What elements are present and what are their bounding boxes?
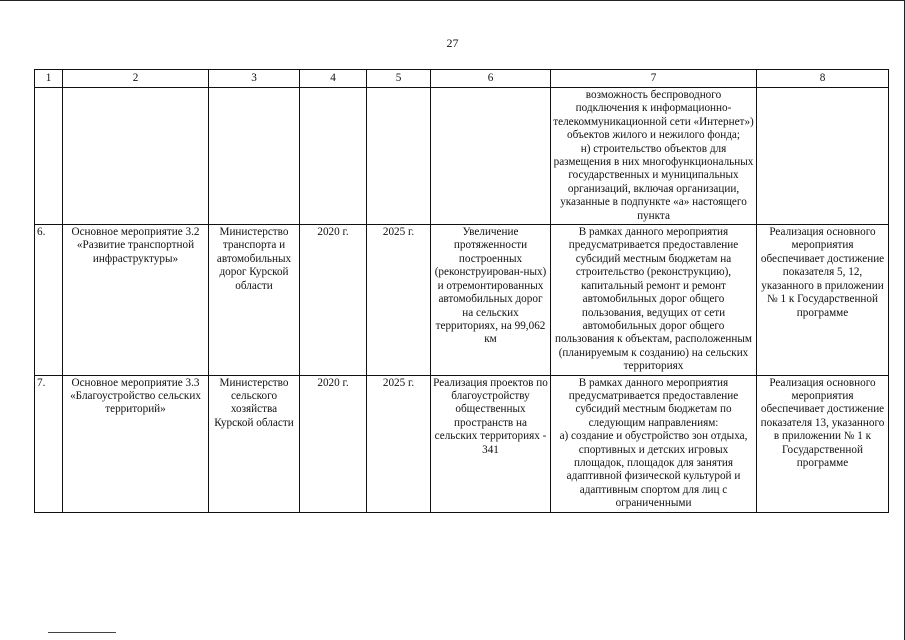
- end-year: 2025 г.: [367, 375, 431, 512]
- start-year: 2020 г.: [300, 225, 367, 375]
- measure-content: В рамках данного мероприятия предусматривается предоставление субсидий местным бюджетам на строительство (реконструкцию), капитальный ремонт и ремонт автомобильных дорог общего пользования, ведущих от сети автомобильных дорог общего пользования к объектам, расположенным (планируемым к созданию) на сельских территориях: [551, 225, 757, 375]
- continuation-content-cell: возможность беспроводного подключения к информационно-телекоммуникационной сети «Интернет») объектов жилого и нежилого фонда; н) строительство объектов для размещения в них многофункциональных государственных и муниципальных организаций, включая организации, указанные в подпункте «а» настоящего пункта: [551, 88, 757, 225]
- table-row: [35, 225, 889, 375]
- measure-content: В рамках данного мероприятия предусматривается предоставление субсидий местным бюджетам по следующим направлениям: а) создание и обустройство зон отдыха, спортивных и детских игровых площадок, площадок для занятия адаптивной физической культурой и адаптивным спортом для лиц с ограниченными: [551, 375, 757, 512]
- table-row-continuation: [35, 88, 889, 225]
- measure-name: Основное мероприятие 3.3 «Благоустройство сельских территорий»: [63, 375, 209, 512]
- measure-name: Основное мероприятие 3.2 «Развитие транспортной инфраструктуры»: [63, 225, 209, 375]
- footnote-rule: [48, 632, 116, 633]
- header-col-8: 8: [757, 70, 889, 88]
- expected-result: Увеличение протяженности построенных (реконструирован-ных) и отремонтированных автомобильных дорог на сельских территориях, на 99,062 км: [431, 225, 551, 375]
- start-year: 2020 г.: [300, 375, 367, 512]
- row-number: 7.: [35, 375, 63, 512]
- executor: Министерство транспорта и автомобильных дорог Курской области: [209, 225, 300, 375]
- page-top-border: [0, 0, 905, 1]
- table-row: [35, 375, 889, 512]
- header-col-6: 6: [431, 70, 551, 88]
- expected-result: Реализация проектов по благоустройству общественных пространств на сельских территориях - 341: [431, 375, 551, 512]
- executor: Министерство сельского хозяйства Курской области: [209, 375, 300, 512]
- header-col-4: 4: [300, 70, 367, 88]
- measures-table: [34, 69, 889, 513]
- page-number: 27: [446, 36, 459, 50]
- table-header-row: [35, 70, 889, 88]
- indicator-link: Реализация основного мероприятия обеспечивает достижение показателя 5, 12, указанного в приложении № 1 к Государственной программе: [757, 225, 889, 375]
- indicator-link: Реализация основного мероприятия обеспечивает достижение показателя 13, указанного в приложении № 1 к Государственной программе: [757, 375, 889, 512]
- header-col-1: 1: [35, 70, 63, 88]
- header-col-5: 5: [367, 70, 431, 88]
- header-col-3: 3: [209, 70, 300, 88]
- row-number: 6.: [35, 225, 63, 375]
- header-col-7: 7: [551, 70, 757, 88]
- end-year: 2025 г.: [367, 225, 431, 375]
- header-col-2: 2: [63, 70, 209, 88]
